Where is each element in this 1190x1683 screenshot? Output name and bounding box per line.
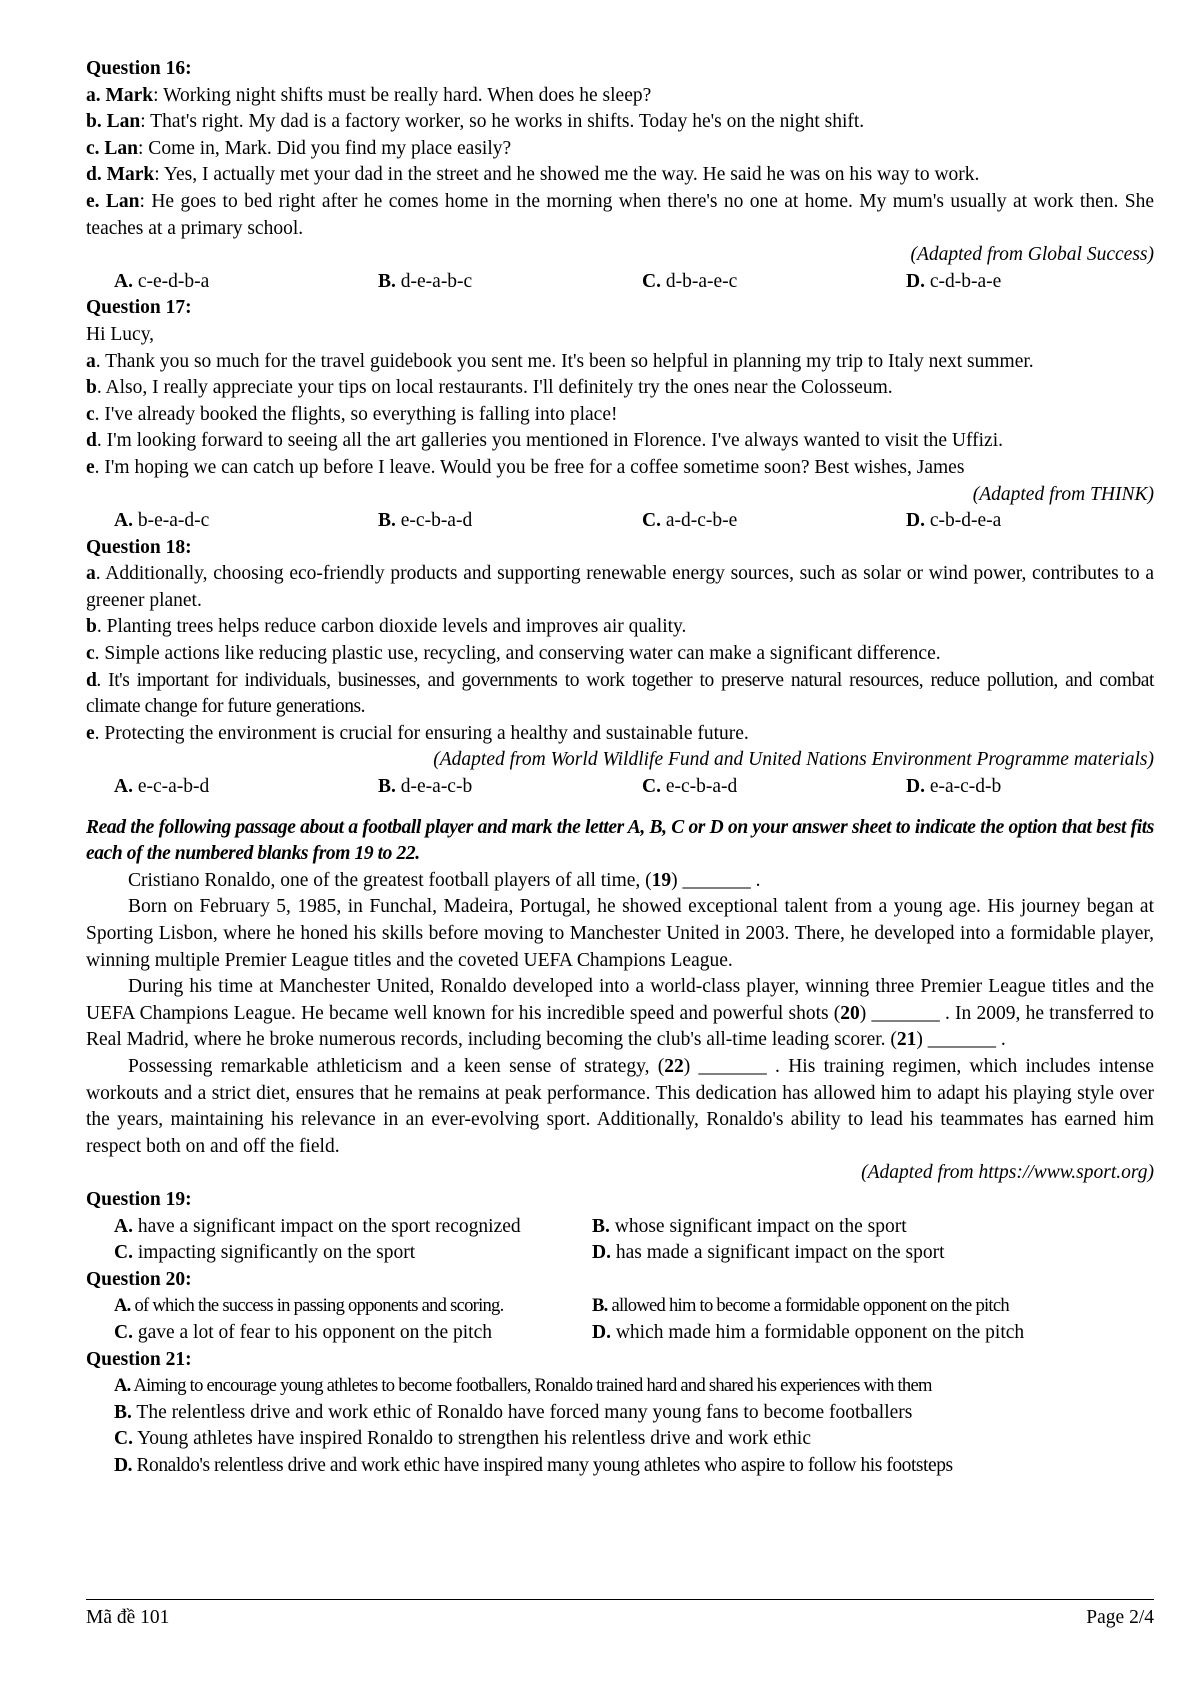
dialogue-line-e: e. Lan: He goes to bed right after he comes home in the morning when there's no one at home. My mum's usually at work then. She teaches at a primary school. xyxy=(86,190,1155,239)
option-c[interactable]: C. d-b-a-e-c xyxy=(642,270,738,292)
sentence-d: d. I'm looking forward to seeing all the art galleries you mentioned in Florence. I've always wanted to visit the Uffizi. xyxy=(86,430,1003,452)
page-number: Page 2/4 xyxy=(1086,1607,1154,1628)
letter-greeting: Hi Lucy, xyxy=(86,323,155,345)
dialogue-line-a: a. Mark: Working night shifts must be really hard. When does he sleep? xyxy=(86,84,652,106)
source-citation: (Adapted from THINK) xyxy=(972,483,1154,505)
passage-paragraph-3: During his time at Manchester United, Ronaldo developed into a world-class player, winning three Premier League titles and the UEFA Champions League. He became well known for his incredible speed and powerful shots (20) _______ . In 2009, he transferred to Real Madrid, where he broke numerous records, including becoming the club's all-time leading scorer. (21) _______ . xyxy=(86,976,1154,1051)
option-c[interactable]: C. e-c-b-a-d xyxy=(642,776,738,798)
exam-page xyxy=(86,56,1154,1479)
answer-options-row-1 xyxy=(86,1214,1154,1241)
reading-passage xyxy=(86,815,1154,1187)
dialogue-line-c: c. Lan: Come in, Mark. Did you find my place easily? xyxy=(86,137,512,159)
sentence-a: a. Thank you so much for the travel guidebook you sent me. It's been so helpful in planning my trip to Italy next summer. xyxy=(86,350,1034,372)
question-17 xyxy=(86,295,1154,534)
sentence-c: c. Simple actions like reducing plastic use, recycling, and conserving water can make a significant difference. xyxy=(86,643,941,665)
option-a[interactable]: A. Aiming to encourage young athletes to become footballers, Ronaldo trained hard and shared his experiences with them xyxy=(114,1375,932,1397)
option-c[interactable]: C. impacting significantly on the sport xyxy=(114,1242,416,1264)
page-footer xyxy=(86,1607,1154,1629)
answer-options-row-1 xyxy=(86,1293,1154,1320)
option-b[interactable]: B. allowed him to become a formidable opponent on the pitch xyxy=(592,1295,1009,1317)
source-citation: (Adapted from World Wildlife Fund and United Nations Environment Programme materials) xyxy=(433,749,1154,771)
passage-paragraph-1: Cristiano Ronaldo, one of the greatest football players of all time, (19) _______ . xyxy=(128,869,761,891)
sentence-e: e. I'm hoping we can catch up before I leave. Would you be free for a coffee sometime soon? Best wishes, James xyxy=(86,456,965,478)
question-19 xyxy=(86,1187,1154,1267)
option-d[interactable]: D. has made a significant impact on the sport xyxy=(592,1242,945,1264)
question-title: Question 17: xyxy=(86,297,192,319)
exam-code: Mã đề 101 xyxy=(86,1607,170,1628)
question-18 xyxy=(86,535,1154,801)
question-20 xyxy=(86,1267,1154,1347)
sentence-e: e. Protecting the environment is crucial for ensuring a healthy and sustainable future. xyxy=(86,722,749,744)
option-d[interactable]: D. which made him a formidable opponent on the pitch xyxy=(592,1321,1025,1343)
option-a[interactable]: A. c-e-d-b-a xyxy=(114,270,210,292)
question-21 xyxy=(86,1347,1154,1480)
source-citation: (Adapted from Global Success) xyxy=(910,244,1154,266)
question-title: Question 19: xyxy=(86,1188,192,1210)
option-d[interactable]: D. c-d-b-a-e xyxy=(906,270,1002,292)
footer-divider xyxy=(86,1599,1154,1600)
option-b[interactable]: B. whose significant impact on the sport xyxy=(592,1215,907,1237)
question-16 xyxy=(86,56,1154,295)
option-b[interactable]: B. d-e-a-b-c xyxy=(378,270,473,292)
source-citation: (Adapted from https://www.sport.org) xyxy=(861,1162,1154,1184)
option-d[interactable]: D. e-a-c-d-b xyxy=(906,776,1002,798)
option-d[interactable]: D. Ronaldo's relentless drive and work ethic have inspired many young athletes who aspire to follow his footsteps xyxy=(114,1454,953,1476)
option-a[interactable]: A. e-c-a-b-d xyxy=(114,776,210,798)
passage-paragraph-2: Born on February 5, 1985, in Funchal, Madeira, Portugal, he showed exceptional talent from a young age. His journey began at Sporting Lisbon, where he honed his skills before moving to Manchester United in 2003. There, he developed into a formidable player, winning multiple Premier League titles and the coveted UEFA Champions League. xyxy=(86,896,1154,971)
dialogue-line-b: b. Lan: That's right. My dad is a factory worker, so he works in shifts. Today he's on the night shift. xyxy=(86,111,865,133)
option-d[interactable]: D. c-b-d-e-a xyxy=(906,510,1002,532)
option-b[interactable]: B. e-c-b-a-d xyxy=(378,510,473,532)
question-title: Question 21: xyxy=(86,1348,192,1370)
sentence-d: d. It's important for individuals, businesses, and governments to work together to preserve natural resources, reduce pollution, and combat climate change for future generations. xyxy=(86,669,1154,718)
answer-options-row-2 xyxy=(86,1240,1154,1267)
sentence-a: a. Additionally, choosing eco-friendly products and supporting renewable energy sources, such as solar or wind power, contributes to a greener planet. xyxy=(86,563,1154,611)
answer-options xyxy=(86,269,1154,296)
dialogue-line-d: d. Mark: Yes, I actually met your dad in the street and he showed me the way. He said he was on his way to work. xyxy=(86,164,980,186)
option-a[interactable]: A. of which the success in passing opponents and scoring. xyxy=(114,1295,504,1317)
option-c[interactable]: C. a-d-c-b-e xyxy=(642,510,738,532)
sentence-b: b. Planting trees helps reduce carbon dioxide levels and improves air quality. xyxy=(86,616,687,638)
option-b[interactable]: B. The relentless drive and work ethic of Ronaldo have forced many young fans to become footballers xyxy=(114,1401,913,1423)
sentence-b: b. Also, I really appreciate your tips on local restaurants. I'll definitely try the ones near the Colosseum. xyxy=(86,377,893,399)
answer-options xyxy=(86,508,1154,535)
option-a[interactable]: A. have a significant impact on the sport recognized xyxy=(114,1215,521,1237)
question-title: Question 16: xyxy=(86,58,192,79)
option-b[interactable]: B. d-e-a-c-b xyxy=(378,776,473,798)
question-title: Question 18: xyxy=(86,536,192,558)
sentence-c: c. I've already booked the flights, so everything is falling into place! xyxy=(86,403,618,425)
answer-options xyxy=(86,774,1154,801)
answer-options-row-2 xyxy=(86,1320,1154,1347)
option-a[interactable]: A. b-e-a-d-c xyxy=(114,510,210,532)
option-c[interactable]: C. gave a lot of fear to his opponent on the pitch xyxy=(114,1321,492,1343)
question-title: Question 20: xyxy=(86,1268,192,1290)
passage-paragraph-4: Possessing remarkable athleticism and a keen sense of strategy, (22) _______ . His training regimen, which includes intense workouts and a strict diet, ensures that he remains at peak performance. This dedication has allowed him to adapt his playing style over the years, maintaining his relevance in an ever-evolving sport. Additionally, Ronaldo's ability to lead his teammates has earned him respect both on and off the field. xyxy=(86,1055,1154,1157)
option-c[interactable]: C. Young athletes have inspired Ronaldo to strengthen his relentless drive and work ethic xyxy=(114,1428,812,1450)
instruction-heading: Read the following passage about a football player and mark the letter A, B, C or D on your answer sheet to indicate the option that best fits each of the numbered blanks from 19 to 22. xyxy=(86,816,1154,865)
